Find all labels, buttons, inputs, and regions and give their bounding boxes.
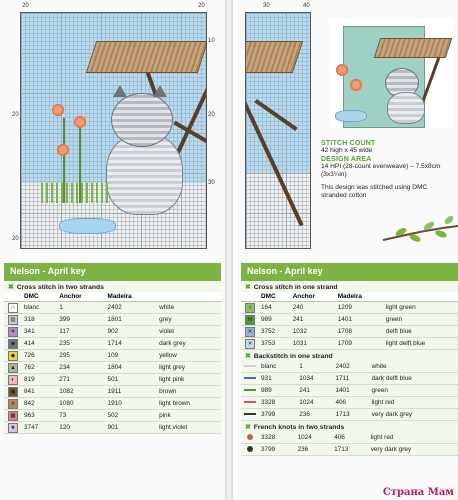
right-page xyxy=(233,0,458,500)
stitch-count-value: 42 high x 45 wide xyxy=(321,147,373,154)
color-name-cell: light grey xyxy=(157,362,221,374)
color-name-cell: yellow xyxy=(157,350,221,362)
stitch-symbol-icon: ✦ xyxy=(8,327,18,337)
symbol-cell xyxy=(241,326,259,338)
symbol-cell xyxy=(241,338,259,350)
symbol-cell xyxy=(241,409,259,421)
table-row xyxy=(241,385,458,397)
cross-stitch-chart-right xyxy=(245,12,311,249)
cross-icon: ✖ xyxy=(245,424,251,431)
section-label: Cross stitch in one strand xyxy=(253,283,338,291)
anchor-cell: 120 xyxy=(57,422,105,434)
madeira-cell: 406 xyxy=(333,397,369,409)
puddle xyxy=(59,218,116,234)
anchor-cell: 1 xyxy=(297,361,333,373)
color-name-cell: brown xyxy=(157,386,221,398)
color-name-cell: light red xyxy=(370,397,458,409)
symbol-cell xyxy=(4,410,22,422)
photo-flower xyxy=(349,78,363,92)
stitch-symbol-icon: b xyxy=(8,399,18,409)
table-row xyxy=(241,314,458,326)
madeira-cell: 2402 xyxy=(106,302,158,314)
color-name-cell: violet xyxy=(157,326,221,338)
col-dmc: DMC xyxy=(22,292,57,302)
color-name-cell: green xyxy=(384,314,458,326)
symbol-cell xyxy=(4,422,22,434)
symbol-cell xyxy=(4,302,22,314)
thread-table xyxy=(241,292,458,350)
dmc-cell: 3328 xyxy=(259,397,297,409)
table-row xyxy=(241,432,458,444)
thread-table xyxy=(241,361,458,421)
anchor-cell: 1024 xyxy=(297,397,333,409)
table-row xyxy=(241,361,458,373)
french-knot-icon xyxy=(247,434,253,440)
backstitch-line-icon xyxy=(244,401,256,403)
table-row xyxy=(4,398,221,410)
table-row xyxy=(4,374,221,386)
color-name-cell: light red xyxy=(369,432,458,444)
flower xyxy=(73,115,87,129)
color-name-cell: light violet xyxy=(157,422,221,434)
key-title: Nelson - April key xyxy=(4,263,221,281)
design-area-title: DESIGN AREA xyxy=(321,155,372,163)
madeira-cell: 1801 xyxy=(106,314,158,326)
madeira-cell: 406 xyxy=(332,432,369,444)
stitch-symbol-icon: ▲ xyxy=(8,363,18,373)
col-name xyxy=(157,292,221,302)
table-top xyxy=(86,41,207,73)
col-anchor: Anchor xyxy=(57,292,105,302)
dmc-cell: 3328 xyxy=(259,432,296,444)
madeira-cell: 1804 xyxy=(106,362,158,374)
dmc-cell: 963 xyxy=(22,410,57,422)
symbol-cell xyxy=(241,314,259,326)
anchor-cell: 236 xyxy=(296,444,333,456)
section-title xyxy=(241,350,458,361)
key-table-left xyxy=(4,263,221,434)
madeira-cell: 109 xyxy=(106,350,158,362)
stitch-symbol-icon: ✕ xyxy=(245,327,255,337)
dmc-cell: 989 xyxy=(259,314,291,326)
symbol-cell xyxy=(241,361,259,373)
symbol-cell xyxy=(4,338,22,350)
madeira-cell: 1911 xyxy=(106,386,158,398)
thread-table xyxy=(241,432,458,456)
anchor-cell: 117 xyxy=(57,326,105,338)
stitch-symbol-icon: ◐ xyxy=(8,375,18,385)
dmc-cell: 841 xyxy=(22,386,57,398)
col-symbol xyxy=(241,292,259,302)
section-title xyxy=(4,281,221,292)
color-name-cell: light brown xyxy=(157,398,221,410)
color-name-cell: delft blue xyxy=(384,326,458,338)
backstitch-line-icon xyxy=(244,365,256,367)
madeira-cell: 901 xyxy=(106,422,158,434)
axis-label: 20 xyxy=(22,3,29,9)
flower xyxy=(56,143,70,157)
symbol-cell xyxy=(4,398,22,410)
anchor-cell: 73 xyxy=(57,410,105,422)
stitch-symbol-icon: ▨ xyxy=(8,315,18,325)
finished-design-photo xyxy=(329,18,453,128)
photo-puddle xyxy=(335,110,367,122)
stitch-symbol-icon: N xyxy=(245,315,255,325)
stitch-symbol-icon: ■ xyxy=(8,339,18,349)
anchor-cell: 399 xyxy=(57,314,105,326)
col-name xyxy=(384,292,458,302)
cross-stitch-chart-left xyxy=(20,12,207,249)
watermark: Страна Мам xyxy=(382,487,454,498)
table-row xyxy=(241,397,458,409)
madeira-cell: 1401 xyxy=(333,385,369,397)
axis-label: 20 xyxy=(12,112,19,118)
stitch-symbol-icon: ▩ xyxy=(8,411,18,421)
section-label: French knots in two strands xyxy=(253,423,345,431)
axis-label: 10 xyxy=(208,38,215,44)
key-title: Nelson - April key xyxy=(241,263,458,281)
axis-label: 20 xyxy=(208,112,215,118)
table-row xyxy=(4,362,221,374)
symbol-cell xyxy=(241,385,259,397)
table-row xyxy=(241,338,458,350)
anchor-cell: 271 xyxy=(57,374,105,386)
sky-area xyxy=(246,13,310,173)
dmc-cell: 318 xyxy=(22,314,57,326)
madeira-cell: 502 xyxy=(106,410,158,422)
anchor-cell: 236 xyxy=(297,409,333,421)
dmc-cell: blanc xyxy=(22,302,57,314)
flower xyxy=(51,103,65,117)
symbol-cell xyxy=(4,362,22,374)
color-name-cell: very dark grey xyxy=(370,409,458,421)
color-name-cell: dark delft blue xyxy=(370,373,458,385)
table-row xyxy=(241,409,458,421)
cat-head xyxy=(111,93,173,147)
table-row xyxy=(4,386,221,398)
photo-flower xyxy=(335,63,349,77)
anchor-cell: 1024 xyxy=(296,432,333,444)
section-title xyxy=(241,281,458,292)
madeira-cell: 1711 xyxy=(333,373,369,385)
anchor-cell: 1080 xyxy=(57,398,105,410)
anchor-cell: 241 xyxy=(297,385,333,397)
dmc-cell: 3752 xyxy=(259,326,291,338)
stitch-symbol-icon: ✕ xyxy=(245,339,255,349)
table-row xyxy=(4,326,221,338)
key-table-right xyxy=(241,263,458,456)
col-symbol xyxy=(4,292,22,302)
cross-icon: ✖ xyxy=(245,353,251,360)
stitch-symbol-icon: ★ xyxy=(8,423,18,433)
branch-illustration xyxy=(383,208,458,248)
col-madeira: Madeira xyxy=(336,292,384,302)
photo-table xyxy=(374,38,452,58)
left-page xyxy=(0,0,225,500)
dmc-cell: 3747 xyxy=(22,422,57,434)
anchor-cell: 1082 xyxy=(57,386,105,398)
backstitch-line-icon xyxy=(244,377,256,379)
symbol-cell xyxy=(4,326,22,338)
stitch-symbol-icon: ◆ xyxy=(8,351,18,361)
anchor-cell: 240 xyxy=(291,302,336,314)
axis-label: 20 xyxy=(12,236,19,242)
stitch-count-title: STITCH COUNT xyxy=(321,140,376,147)
dmc-cell: 989 xyxy=(259,385,297,397)
anchor-cell: 1032 xyxy=(291,326,336,338)
anchor-cell: 1034 xyxy=(297,373,333,385)
dmc-cell: 726 xyxy=(22,350,57,362)
table-header-row xyxy=(4,292,221,302)
dmc-cell: 842 xyxy=(22,398,57,410)
symbol-cell xyxy=(4,374,22,386)
cat-ear xyxy=(113,85,127,97)
madeira-cell: 2402 xyxy=(333,361,369,373)
dmc-cell: 164 xyxy=(259,302,291,314)
symbol-cell xyxy=(4,386,22,398)
axis-label: 30 xyxy=(263,3,270,9)
color-name-cell: white xyxy=(370,361,458,373)
cross-icon: ✖ xyxy=(8,284,14,291)
anchor-cell: 1 xyxy=(57,302,105,314)
backstitch-line-icon xyxy=(244,389,256,391)
dmc-cell: 414 xyxy=(22,338,57,350)
dmc-cell: 762 xyxy=(22,362,57,374)
color-name-cell: pink xyxy=(157,410,221,422)
madeira-cell: 1401 xyxy=(336,314,384,326)
table-row xyxy=(4,302,221,314)
section-title xyxy=(241,421,458,432)
stitch-symbol-icon: I xyxy=(245,303,255,313)
anchor-cell: 1031 xyxy=(291,338,336,350)
dmc-cell: 3753 xyxy=(259,338,291,350)
dmc-cell: 3799 xyxy=(259,409,297,421)
symbol-cell xyxy=(4,350,22,362)
color-name-cell: green xyxy=(370,385,458,397)
anchor-cell: 235 xyxy=(57,338,105,350)
grass xyxy=(41,183,111,203)
symbol-cell xyxy=(4,314,22,326)
stitch-info xyxy=(321,140,453,201)
table-row xyxy=(4,350,221,362)
symbol-cell xyxy=(241,444,259,456)
madeira-cell: 1713 xyxy=(332,444,369,456)
dmc-cell: 341 xyxy=(22,326,57,338)
table-row xyxy=(4,422,221,434)
color-name-cell: white xyxy=(157,302,221,314)
anchor-cell: 234 xyxy=(57,362,105,374)
page-gutter xyxy=(225,0,233,500)
madeira-cell: 902 xyxy=(106,326,158,338)
symbol-cell xyxy=(241,302,259,314)
color-name-cell: light pink xyxy=(157,374,221,386)
cross-icon: ✖ xyxy=(245,284,251,291)
col-anchor: Anchor xyxy=(291,292,336,302)
madeira-cell: 1910 xyxy=(106,398,158,410)
color-name-cell: grey xyxy=(157,314,221,326)
table-row xyxy=(4,338,221,350)
design-area-value: 14 HPI (28-count evenweave) – 7.5x8cm (3x3¼in) xyxy=(321,162,441,178)
symbol-cell xyxy=(241,373,259,385)
symbol-cell xyxy=(241,397,259,409)
thread-table xyxy=(4,292,221,434)
section-label: Cross stitch in two strands xyxy=(16,283,104,291)
madeira-cell: 1713 xyxy=(333,409,369,421)
madeira-cell: 1714 xyxy=(106,338,158,350)
dmc-cell: 819 xyxy=(22,374,57,386)
table-row xyxy=(241,302,458,314)
photo-cat-body xyxy=(387,92,425,124)
axis-label: 40 xyxy=(303,3,310,9)
table-row xyxy=(4,314,221,326)
madeira-cell: 501 xyxy=(106,374,158,386)
col-dmc: DMC xyxy=(259,292,291,302)
table-header-row xyxy=(241,292,458,302)
symbol-cell xyxy=(241,432,259,444)
madeira-cell: 1709 xyxy=(336,338,384,350)
anchor-cell: 241 xyxy=(291,314,336,326)
table-row xyxy=(241,444,458,456)
thread-note: This design was stitched using DMC stranded cotton xyxy=(321,183,428,199)
dmc-cell: blanc xyxy=(259,361,297,373)
table-row xyxy=(241,326,458,338)
col-madeira: Madeira xyxy=(106,292,158,302)
stitch-symbol-icon: ∩ xyxy=(8,303,18,313)
color-name-cell: dark grey xyxy=(157,338,221,350)
dmc-cell: 931 xyxy=(259,373,297,385)
table-row xyxy=(4,410,221,422)
madeira-cell: 1209 xyxy=(336,302,384,314)
color-name-cell: light delft blue xyxy=(384,338,458,350)
axis-label: 20 xyxy=(198,3,205,9)
table-row xyxy=(241,373,458,385)
french-knot-icon xyxy=(247,446,253,452)
axis-label: 30 xyxy=(208,180,215,186)
color-name-cell: light green xyxy=(384,302,458,314)
color-name-cell: very dark grey xyxy=(369,444,458,456)
madeira-cell: 1708 xyxy=(336,326,384,338)
cat-ear xyxy=(153,85,167,97)
backstitch-line-icon xyxy=(244,413,256,415)
anchor-cell: 295 xyxy=(57,350,105,362)
dmc-cell: 3799 xyxy=(259,444,296,456)
section-label: Backstitch in one strand xyxy=(253,352,333,360)
stitch-symbol-icon: ▣ xyxy=(8,387,18,397)
